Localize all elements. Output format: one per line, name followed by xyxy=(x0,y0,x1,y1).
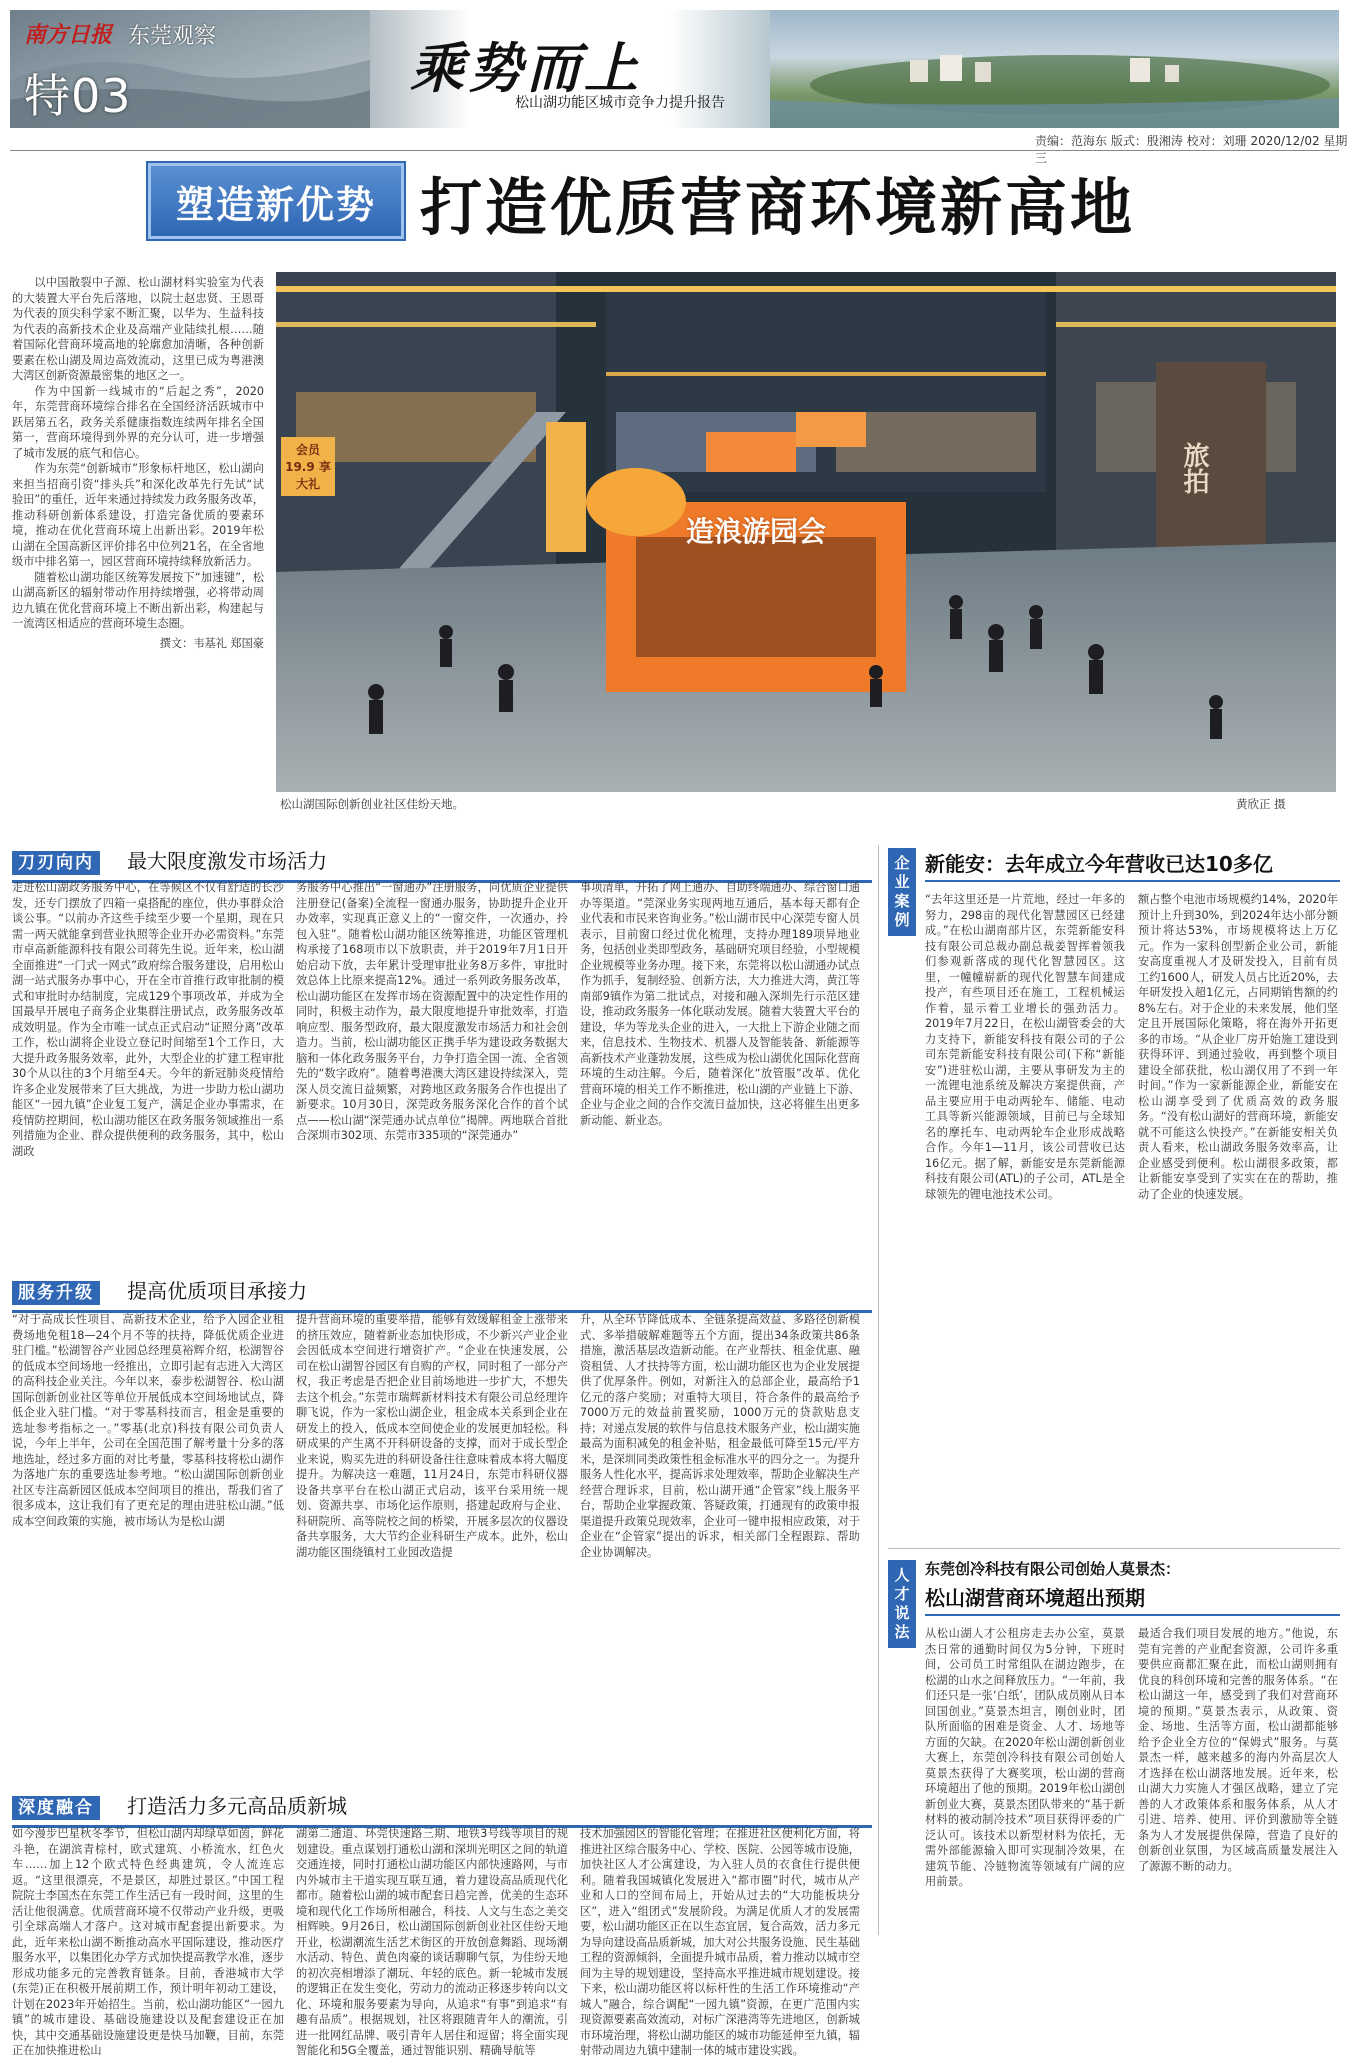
sidebar-tag: 人才说法 xyxy=(888,1560,916,1648)
section-title: 打造活力多元高品质新城 xyxy=(127,1794,348,1818)
sidebar-rule xyxy=(925,1614,1340,1616)
sidebar-2-col-2: 最适合我们项目发展的地方。”他说，东莞有完善的产业配套资源，公司许多重要供应商都汇聚在此，而松山湖则拥有优良的科创环境和完善的服务体系。“在松山湖这一年，感受到了我们对营商环境的预期。”莫景杰表示，从政策、资金、场地、生活等方面，松山湖都能够给予企业全方位的“保姆式”服务。与莫景杰一样，越来越多的海内外高层次人才选择在松山湖落地发展。近年来，松山湖大力实施人才强区战略，建立了完善的人才政策体系和服务体系，从人才引进、培养、使用、评价到激励等全链条为人才发展提供保障，营造了良好的创新创业氛围，为区域高质量发展注入了源源不断的动力。 xyxy=(1138,1627,1338,1873)
sidebar-separator xyxy=(888,1548,1340,1549)
masthead-left-photo xyxy=(10,10,370,128)
section-tag: 深度融合 xyxy=(12,1796,100,1820)
section-2-col-1: “对于高成长性项目、高新技术企业，给予入园企业租费场地免租18—24个月不等的扶持，降低优质企业进驻门槛。”松湖智谷产业园总经理莫裕辉介绍，松湖智谷的低成本空间场地一经推出，立即引起有志进入大湾区的高科技企业关注。今年以来，泰步松湖智谷、松山湖国际创新创业社区等单位开展低成本空间场地试点，降低企业入驻门槛。“对于零基科技而言，租金是重要的选址参考指标之一。”零基(北京)科技有限公司负责人说，今年上半年，公司在全国范围了解考量十分多的落地选址，经过多方面的对比考量，零基科技将松山湖作为落地广东的重要选址参考地。“松山湖国际创新创业社区专注高新园区低成本空间项目的推出，帮我们省了很多成本，这让我们有了更充足的理由进驻松山湖。”低成本空间政策的实施，被市场认为是松山湖 xyxy=(12,1313,284,1528)
column-divider xyxy=(878,845,879,1935)
shop-sign: 旅拍 xyxy=(1179,442,1209,494)
aerial-campus-image xyxy=(770,10,1339,128)
section-tag: 服务升级 xyxy=(12,1281,100,1305)
section-1-col-2: 务服务中心推出“一窗通办”注册服务，向优质企业提供注册登记(备案)全流程一窗通办服务，协助提升企业开办效率，实现真正意义上的“一窗交件，一次通办，拎包入驻”。随着松山湖功能区统筹推进，功能区管理机构承接了168项市以下放职责，并于2019年7月1日开始启动下放，去年累计受理审批业务8万多件，审批时效总体上比原来提高12%。通过一系列政务服务改革，松山湖功能区在发挥市场在资源配置中的决定性作用的同时，积极主动作为，最大限度地提升审批效率，打造响应型、服务型政府，最大限度激发市场活力和社会创造力。当前，松山湖功能区正携手华为建设政务数据大脑和一体化政务服务平台，力争打造全国一流、全省领先的“数字政府”。随着粤港澳大湾区建设持续深入，莞深人员交流日益频繁，对跨地区政务服务合作也提出了新要求。10月30日，深莞政务服务深化合作的首个试点——松山湖“深莞通办试点单位”揭牌。两地联合首批合深圳市302项、东莞市335项的“深莞通办” xyxy=(296,881,568,1142)
sidebar-subtitle: 东莞创冷科技有限公司创始人莫景杰： xyxy=(925,1560,1181,1578)
intro-byline: 撰文：韦基礼 郑国豪 xyxy=(159,636,264,650)
sidebar-title: 新能安：去年成立今年营收已达10多亿 xyxy=(925,852,1273,876)
masthead-center xyxy=(370,10,770,128)
section-1-col-1: 走进松山湖政务服务中心，在等候区不仅有舒适的长沙发，还专门摆放了四箱一桌搭配的座位，供办事群众洽谈公事。“以前办齐这些手续至少要一个星期，现在只需一两天就能拿到营业执照等企业开办必需资料。”东莞市卓高新能源科技有限公司蒋先生说。近年来，松山湖全面推进“一门式一网式”政府综合服务建设，启用松山湖一站式服务办事中心，开在全市首推行政审批制的模式和审批时办结制度，完成129个事项改革，并成为全国最早开展电子商务企业集群注册试点，政务服务改革成效明显。作为全市唯一试点正式启动“证照分离”改革工作，松山湖将企业设立登记时间缩至1个工作日，大大提升政务服务效率，此外，大型企业的扩建工程审批30个从以往的3个月缩至4天。今年的新冠肺炎疫情给许多企业发展带来了巨大挑战，为进一步助力松山湖功能区“一园九镇”企业复工复产，满足企业办事需求，在疫情防控期间，松山湖功能区在政务服务领域推出一系列措施为企业、群众提供便利的政务服务，其中，松山湖政 xyxy=(12,881,284,1158)
section-title: 提高优质项目承接力 xyxy=(127,1279,308,1303)
sidebar-tag: 企业案例 xyxy=(888,848,916,936)
masthead-subtitle: 松山湖功能区城市竞争力提升报告 xyxy=(515,95,725,111)
intro-paragraph: 作为中国新一线城市的“后起之秀”，2020年，东莞营商环境综合排名在全国经济活跃城市中跃居第五名，政务关系健康指数连续两年排名全国第一，营商环境得到外界的充分认可，进一步增强了城市发展的底气和信心。 xyxy=(12,384,264,460)
section-2-header xyxy=(12,1275,872,1313)
masthead xyxy=(10,10,1339,128)
sidebar-1-col-2: 额占整个电池市场规模约14%，2020年预计上升到30%，到2024年达小部分额预计将达53%，市场规模将达上万亿元。作为一家科创型新企业公司，新能安高度重视人才及研发投入，目前有员工约1600人，研发人员占比近20%，去年研发投入超1亿元，占同期销售额的约8%左右。对于企业的未来发展，他们坚定且开展国际化策略，将在海外开拓更多的市场。“从企业厂房开始施工建设到获得环评、到通过验收，再到整个项目建设全部获批，松山湖仅用了不到一年时间。”作为一家新能源企业，新能安在松山湖享受到了优质高效的政务服务。“没有松山湖好的营商环境，新能安就不可能这么快投产。”在新能安相关负责人看来，松山湖政务服务效率高，让企业感受到便利。松山湖很多政策，都让新能安享受到了实实在在的帮助，推动了企业的快速发展。 xyxy=(1138,893,1338,1201)
stall-sign: 造浪游园会 xyxy=(685,515,826,548)
section-1-col-3: 事项清单，开拓了网上通办、自助终端通办、综合窗口通办等渠道。“莞深业务实现两地互通后，基本每天都有企业代表和市民来咨询业务。”松山湖市民中心深莞专窗人员表示，目前窗口经过优化梳理，支持办理189项异地业务，包括创业类即型政务，基础研究项目经验，小型规模企业规模等业务办理。接下来，东莞将以松山湖通办试点作为抓手，复制经验、创新方法，大力推进大湾，黄江等南部9镇作为第二批试点，对接和融入深圳先行示范区建设，推动政务服务一体化联动发展。随着大装置大平台的建设，华为等龙头企业的进入，一大批上下游企业随之而来，信息技术、生物技术、机器人及智能装备、新能源等高新技术产业蓬勃发展，这些成为松山湖优化国际化营商环境的生动注解。今后，随着深化“放管服”改革、优化营商环境的相关工作不断推进，松山湖的产业链上下游、企业与企业之间的合作交流日益加快，这必将催生出更多新动能、新业态。 xyxy=(580,881,860,1127)
editor-credits: 责编：范海东 版式：殷湘涛 校对：刘珊 2020/12/02 星期三 xyxy=(1035,134,1348,165)
main-headline: 打造优质营商环境新高地 xyxy=(420,171,1136,244)
photo-credit: 黄欣正 摄 xyxy=(1236,797,1286,811)
section-3-header xyxy=(12,1790,872,1828)
section-tag: 刀刃向内 xyxy=(12,851,100,875)
section-3-col-3: 技术加强园区的智能化管理；在推进社区便利化方面，将推进社区综合服务中心、学校、医院、公园等城市设施，加快社区人才公寓建设，为入驻人员的衣食住行提供便利。随着我国城镇化发展进入“都市圈”时代，城市从产业和人口的空间布局上，开始从过去的“大功能板块分区”，进入“组团式”发展阶段。为满足优质人才的发展需要，松山湖功能区正在以生态宜居，复合高效，活力多元为导向建设高品质新城，加大对公共服务设施、民生基础工程的资源倾斜，全面提升城市品质，着力推动以城市空间为主导的规划建设，坚持高水平推进城市规划建设。接下来，松山湖功能区将以标杆性的生活工作环境推动“产城人”融合，综合调配“一园九镇”资源，在更广范围内实现资源要素高效流动，对标广深港湾等先进地区，创新城市环境治理，将松山湖功能区的城市功能延伸至九镇，辐射带动周边九镇中建制一体的城市建设实践。 xyxy=(580,1827,860,2057)
slogan-calligraphy: 乘势而上 xyxy=(410,36,642,100)
page-number: 特03 xyxy=(24,69,132,123)
photo-caption: 松山湖国际创新创业社区佳纷天地。 xyxy=(280,797,464,811)
intro-column xyxy=(12,275,264,651)
promo-banner: 会员 19.9 享大礼 xyxy=(281,437,335,496)
intro-paragraph: 作为东莞“创新城市”形象标杆地区，松山湖向来担当招商引资“排头兵”和深化改革先行先试“试验田”的重任，近年来通过持续发力政务服务改革，推动科研创新体系建设，打造完备优质的要素环境，推动在优化营商环境上出新出彩。2019年松山湖在全国高新区评价排名中位列21名，在全省地级市中排名第一，园区营商环境持续释放新活力。 xyxy=(12,462,264,568)
sidebar-title: 松山湖营商环境超出预期 xyxy=(925,1586,1145,1610)
night-market-photo xyxy=(276,272,1336,792)
section-2-col-3: 升，从全环节降低成本、全链条提高效益、多路径创新模式、多举措破解难题等五个方面，提出34条政策共86条措施，激活基层改造新动能。在产业帮扶、租金优惠、融资租赁、人才扶持等方面，松山湖功能区也为企业发展提供了优厚条件。例如，对新注入的总部企业，最高给予1亿元的落户奖励；对重特大项目，符合条件的最高给予7000万元的效益前置奖励，1000万元的贷款贴息支持；对递点发展的软件与信息技术服务产业，松山湖实施最高为面积减免的租金补贴，租金最低可降至15元/平方米，是深圳同类政策性租金标准水平的四分之一。为提升服务人性化水平，提高诉求处理效率，帮助企业解决生产经营合理诉求，目前，松山湖开通“企管家”线上服务平台，帮助企业掌握政策、答疑政策，打通现有的政策申报渠道提升政策兑现效率，企业可一键申报相应政策，对于企业在“企管家”提出的诉求，相关部门全程跟踪、帮助企业协调解决。 xyxy=(580,1313,860,1559)
sidebar-1-col-1: “去年这里还是一片荒地，经过一年多的努力，298亩的现代化智慧园区已经建成。”在松山湖南部片区，东莞新能安科技有限公司总裁办副总裁姜智挥着领我们参观新落成的现代化智慧园区。这里，一幢幢崭新的现代化智慧车间建成投产，有些项目还在施工，工程机械运作着，显示着工业增长的强劲活力。2019年7月22日，在松山湖管委会的大力支持下，新能安科技有限公司的子公司东莞新能安科技有限公司(下称“新能安”)进驻松山湖，主要从事研发为主的一流锂电池系统及解决方案提供商，产品主要应用于电动两轮车、储能、电动工具等新兴能源领域，目前已与全球知名的摩托车、电动两轮车企业形成战略合作。今年1—11月，该公司营收已达16亿元。据了解，新能安是东莞新能源科技有限公司(ATL)的子公司，ATL是全球领先的锂电池技术公司。 xyxy=(925,893,1125,1201)
sidebar-rule xyxy=(925,880,1340,882)
header-divider xyxy=(10,150,1339,151)
section-1-header xyxy=(12,845,872,883)
section-2-col-2: 提升营商环境的重要举措，能够有效缓解租金上涨带来的挤压效应，随着新业态加快形成，不少新兴产业企业会因低成本空间进行增资扩产。“企业在快速发展，公司在松山湖智谷园区有自购的产权，同时租了一部分产权，我正考虑是否把企业目前场地进一步扩大，不想失去这个机会。”东莞市瑞辉新材料技术有限公司总经理许聊飞说，作为一家松山湖企业，租金成本关系到企业在研发上的投入，低成本空间使企业的发展更加轻松。科研成果的产生离不开科研设备的支撑，而对于成长型企业来说，购买先进的科研设备往往意味着成本将大幅度提升。为解决这一难题，11月24日，东莞市科研仪器设备共享平台在松山湖正式启动，该平台采用统一规划、资源共享、市场化运作原则，搭建起政府与企业、科研院所、高等院校之间的桥梁，开展多层次的仪器设备共享服务，大大节约企业科研生产成本。此外，松山湖功能区围绕镇村工业园改造提 xyxy=(296,1313,568,1559)
masthead-right-photo xyxy=(770,10,1339,128)
newspaper-brand: 南方日报 xyxy=(24,22,113,48)
section-3-col-2: 湖第二通道、环莞快速路三期、地铁3号线等项目的规划建设。重点谋划打通松山湖和深圳光明区之间的轨道交通连接，同时打通松山湖功能区内部快速路网，与市内外城市主干道实现互联互通，着力建设高品质现代化都市。随着松山湖的城市配套日趋完善，优美的生态环境和现代化工作场所相融合，科技、人文与生态之美交相辉映。9月26日，松山湖国际创新创业社区佳纷天地开业，松湖潮流生活艺术街区的开放创意舞蹈、现场潮水活动、特色、黄色肉豪的谈话聊聊气氛，为佳纷天地的初次亮相增添了潮玩、年轻的底色。新一轮城市发展的逻辑正在发生变化，劳动力的流动正移逐步转向以文化、环境和服务要素为导向，从追求“有事”到追求“有趣有品质”。根据规划，社区将跟随青年人的潮流，引进一批网红品牌、吸引青年人居住和逗留；将全面实现智能化和5G全覆盖，通过智能识别、精确导航等 xyxy=(296,1827,568,2057)
theme-badge: 塑造新优势 xyxy=(148,163,404,239)
intro-paragraph: 以中国散裂中子源、松山湖材料实验室为代表的大装置大平台先后落地，以院士赵忠贤、王恩哥为代表的顶尖科学家不断汇聚，以华为、生益科技为代表的高新技术企业及高端产业陆续扎根……随着国际化营商环境高地的轮廓愈加清晰，各种创新要素在松山湖及周边高效流动，这里已成为粤港澳大湾区创新资源最密集的地区之一。 xyxy=(12,276,264,382)
intro-paragraph: 随着松山湖功能区统筹发展按下“加速键”，松山湖高新区的辐射带动作用持续增强，必将带动周边九镇在优化营商环境上不断出新出彩，构建起与一流湾区相适应的营商环境生态圈。 xyxy=(12,570,264,630)
section-3-col-1: 如今漫步巴星秋冬季节，但松山湖内却绿草如茵，鲜花斗艳，在湖滨青棕村，欧式建筑、小桥流水，红色火车……加上12个欧式特色经典建筑，令人流连忘返。“这里很漂亮，不是景区，却胜过景区。”中国工程院院士李国杰在东莞工作生活已有一段时间，这里的生活让他很满意。优质营商环境不仅带动产业升级，更吸引全球高端人才落户。这对城市配套提出新要求。为此，近年来松山湖不断推动高水平国际建设，推动医疗服务水平，以集团化办学方式加快提高教学水准，逐步形成功能多元的完善教育链条。目前，香港城市大学(东莞)正在积极开展前期工作，预计明年初动工建设，计划在2023年开始招生。当前，松山湖功能区“一园九镇”的城市建设、基础设施建设以及配套建设正在加快，其中交通基础设施建设更是快马加鞭，目前，东莞正在加快推进松山 xyxy=(12,1827,284,2057)
section-title: 最大限度激发市场活力 xyxy=(127,849,328,873)
section-name: 东莞观察 xyxy=(128,24,217,49)
sidebar-2-col-1: 从松山湖人才公租房走去办公室，莫景杰日常的通勤时间仅为5分钟，下班时间，公司员工时常组队在湖边跑步，在松湖的山水之间释放压力。“一年前，我们还只是一张‘白纸’，团队成员刚从日本回国创业。”莫景杰坦言，刚创业时，团队所面临的困难是资金、人才、场地等方面的欠缺。在2020年松山湖创新创业大赛上，东莞创冷科技有限公司创始人莫景杰获得了大赛奖项，松山湖的营商环境超出了他的预期。2019年松山湖创新创业大赛，莫景杰团队带来的“基于新材料的被动制冷技术”项目获得评委的广泛认可。该技术以新型材料为依托，无需外部能源输入即可实现制冷效果，在建筑节能、冷链物流等领域有广阔的应用前景。 xyxy=(925,1627,1125,1888)
